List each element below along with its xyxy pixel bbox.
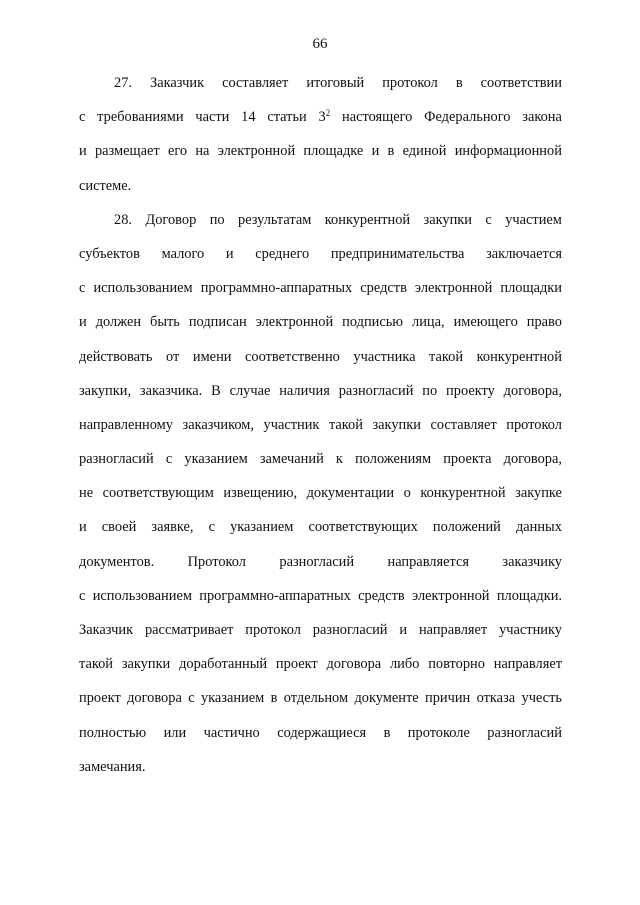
- text-line: разногласий с указанием замечаний к положениям проекта договора,: [79, 451, 562, 468]
- text-line: субъектов малого и среднего предпринимательства заключается: [79, 245, 562, 262]
- text-line: системе.: [79, 177, 132, 194]
- superscript: 2: [325, 108, 331, 119]
- text-line: направленному заказчиком, участник такой закупки составляет протокол: [79, 416, 562, 433]
- text-line: 28. Договор по результатам конкурентной закупки с участием: [114, 211, 562, 228]
- text-line: проект договора с указанием в отдельном документе причин отказа учесть: [79, 690, 562, 707]
- page-number: 66: [312, 36, 328, 52]
- text-line: и должен быть подписан электронной подписью лица, имеющего право: [79, 314, 562, 331]
- text-line: замечания.: [79, 758, 146, 775]
- text-line: действовать от имени соответственно участника такой конкурентной: [79, 348, 562, 365]
- text-line: документов. Протокол разногласий направляется заказчику: [79, 553, 562, 570]
- text-line: 27. Заказчик составляет итоговый протокол в соответствии: [114, 75, 562, 91]
- paragraph-p27: [79, 66, 562, 203]
- text-line: полностью или частично содержащиеся в протоколе разногласий: [79, 724, 562, 741]
- text-line: такой закупки доработанный проект договора либо повторно направляет: [79, 656, 562, 673]
- paragraph-p28: [79, 203, 562, 784]
- text-line: не соответствующим извещению, документации о конкурентной закупке: [79, 485, 562, 502]
- text-line: Заказчик рассматривает протокол разногласий и направляет участнику: [79, 622, 562, 638]
- document-body: [79, 66, 562, 784]
- text-line: и своей заявке, с указанием соответствующих положений данных: [79, 519, 562, 536]
- text-line: с использованием программно-аппаратных средств электронной площадки.: [79, 587, 562, 604]
- text-line: с требованиями части 14 статьи $3^2$ настоящего Федерального закона: [79, 108, 562, 126]
- text-line: и размещает его на электронной площадке и в единой информационной: [79, 143, 562, 160]
- text-line: с использованием программно-аппаратных средств электронной площадки: [79, 280, 562, 297]
- text-line: закупки, заказчика. В случае наличия разногласий по проекту договора,: [79, 382, 562, 399]
